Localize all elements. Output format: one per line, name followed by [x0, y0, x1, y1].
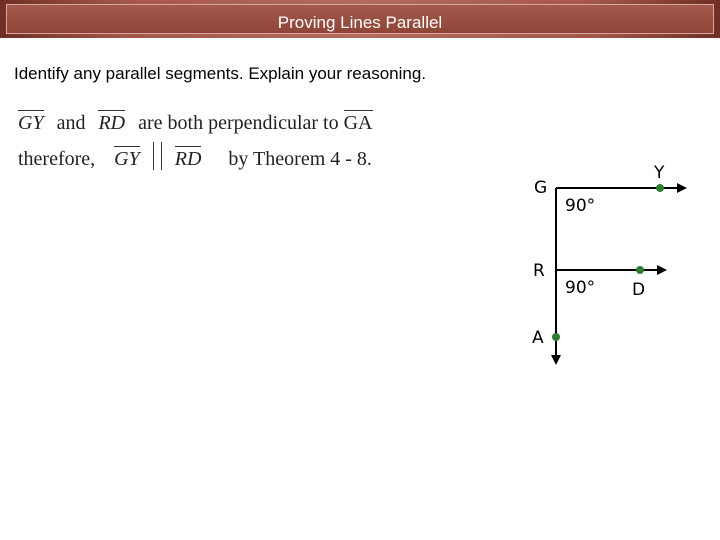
- segment-ga: GA: [343, 112, 373, 134]
- question-prompt: Identify any parallel segments. Explain your reasoning.: [14, 64, 427, 83]
- angle-label-2: 90°: [565, 278, 596, 298]
- perpendicular-text: are both perpendicular to: [138, 112, 339, 134]
- label-r: R: [533, 261, 545, 281]
- and-word: and: [56, 112, 86, 134]
- segment-gy: GY: [18, 112, 44, 134]
- point-d-dot: [636, 266, 644, 274]
- theorem-text: by Theorem 4 - 8.: [228, 148, 372, 170]
- label-a: A: [532, 328, 544, 348]
- label-g: G: [534, 178, 548, 198]
- segment-rd: RD: [98, 112, 126, 134]
- segment-gy-2: GY: [114, 148, 140, 170]
- segment-rd-2: RD: [174, 148, 202, 170]
- angle-label-1: 90°: [565, 196, 596, 216]
- point-y-dot: [656, 184, 664, 192]
- label-y: Y: [654, 163, 665, 183]
- point-a-dot: [552, 333, 560, 341]
- label-d: D: [632, 280, 646, 300]
- therefore-word: therefore,: [18, 148, 96, 170]
- slide-title: Proving Lines Parallel: [277, 13, 443, 32]
